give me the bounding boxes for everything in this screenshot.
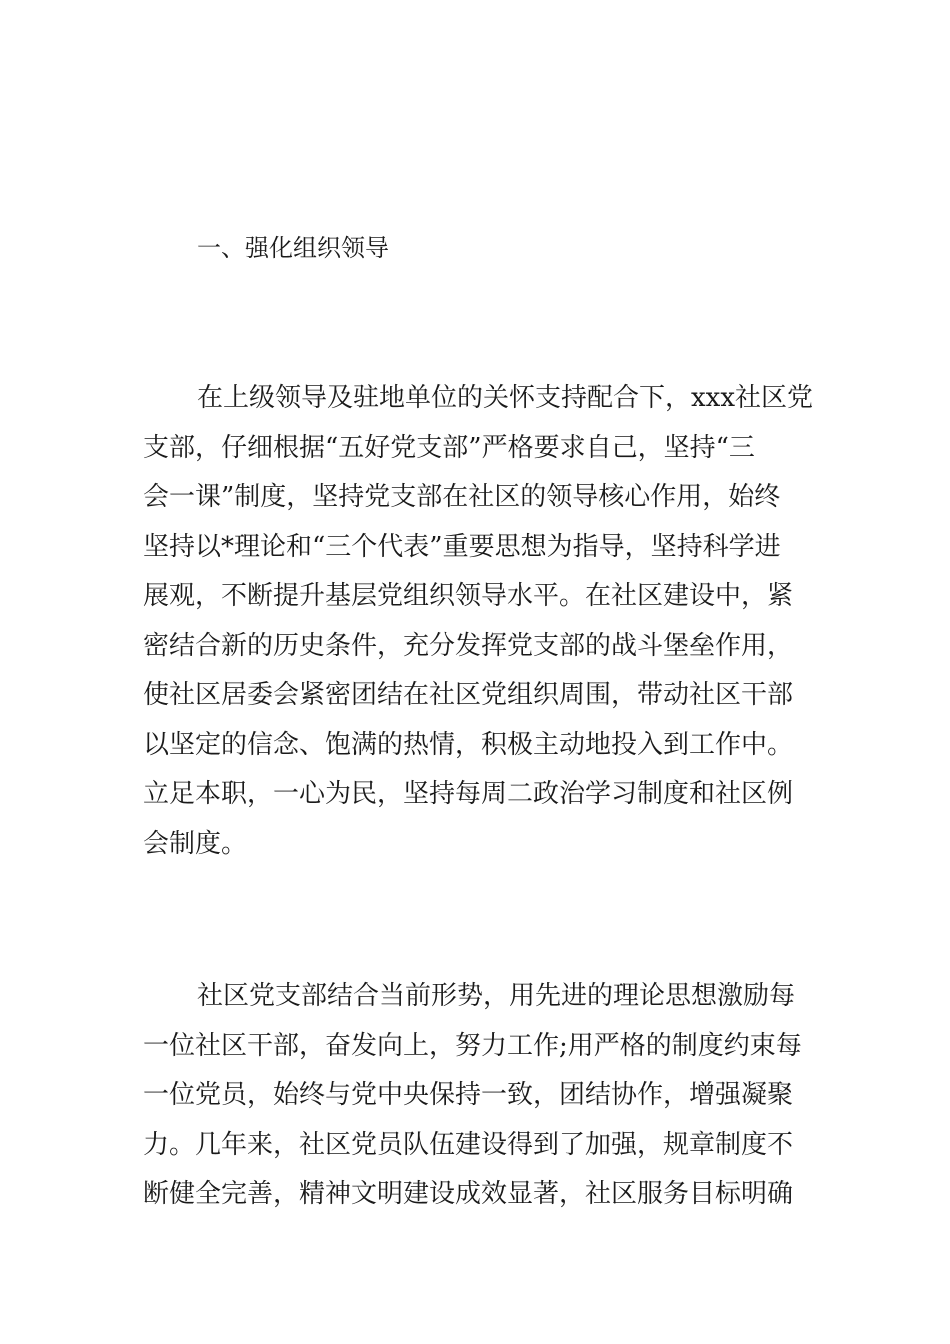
paragraph-line: 坚持以*理论和“三个代表”重要思想为指导，坚持科学进: [143, 531, 781, 562]
paragraph-line: 以坚定的信念、饱满的热情，积极主动地投入到工作中。: [143, 729, 794, 760]
section-heading: 一、强化组织领导: [197, 234, 389, 262]
paragraph-line: 展观，不断提升基层党组织领导水平。在社区建设中，紧: [143, 581, 794, 611]
paragraph-line: 会制度。: [143, 828, 248, 859]
paragraph-line: 一位社区干部，奋发向上，努力工作;用严格的制度约束每: [143, 1030, 802, 1061]
paragraph-2: [143, 978, 813, 1226]
paragraph-1: [143, 380, 813, 875]
paragraph-line: 密结合新的历史条件，充分发挥党支部的战斗堡垒作用，: [143, 630, 794, 661]
paragraph-line: 使社区居委会紧密团结在社区党组织周围，带动社区干部: [143, 680, 794, 710]
paragraph-line: 在上级领导及驻地单位的关怀支持配合下，xxx社区党: [197, 383, 813, 413]
paragraph-line: 一位党员，始终与党中央保持一致，团结协作，增强凝聚: [143, 1080, 794, 1110]
paragraph-line: 断健全完善，精神文明建设成效显著，社区服务目标明确: [143, 1179, 794, 1209]
paragraph-line: 立足本职，一心为民，坚持每周二政治学习制度和社区例: [143, 779, 794, 809]
paragraph-line: 会一课”制度，坚持党支部在社区的领导核心作用，始终: [143, 482, 781, 512]
paragraph-line: 力。几年来，社区党员队伍建设得到了加强，规章制度不: [143, 1129, 794, 1160]
paragraph-line: 支部，仔细根据“五好党支部”严格要求自己，坚持“三: [143, 432, 755, 463]
paragraph-line: 社区党支部结合当前形势，用先进的理论思想激励每: [197, 981, 796, 1011]
